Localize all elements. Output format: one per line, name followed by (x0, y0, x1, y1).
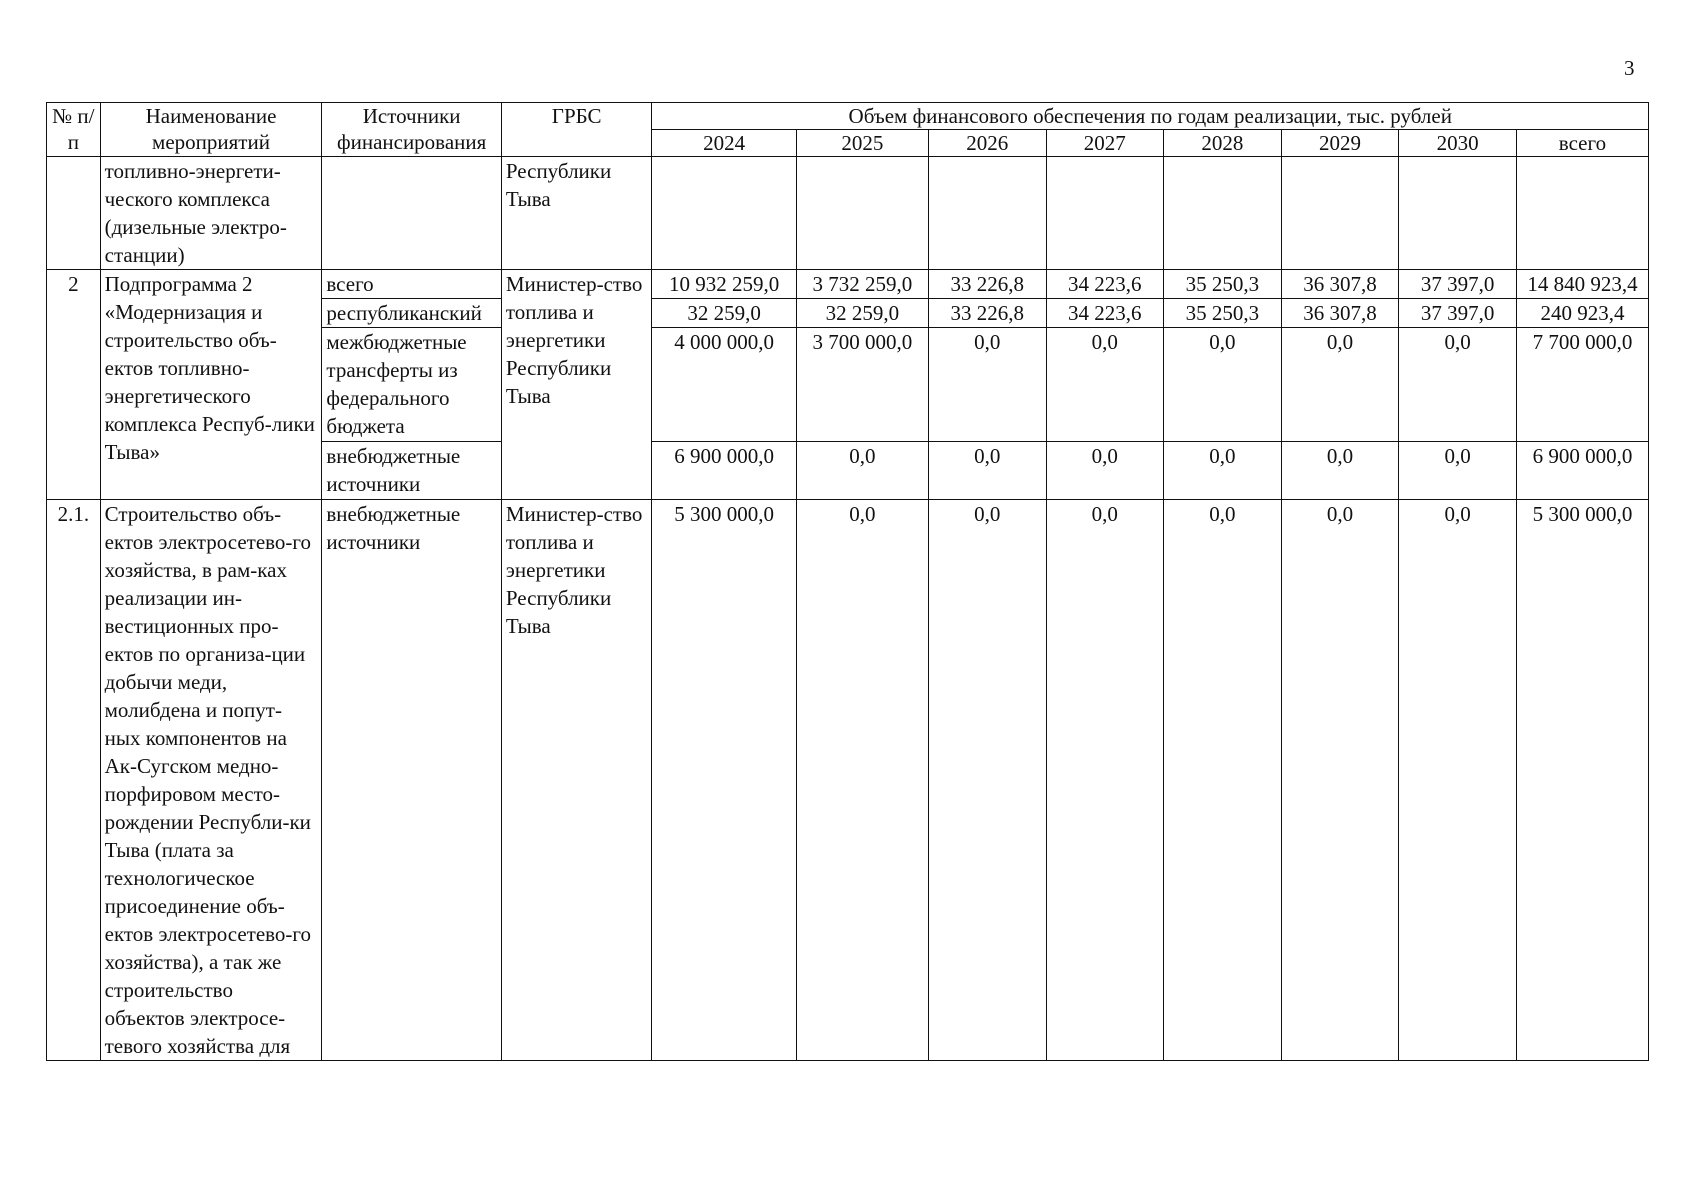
header-year: 2028 (1164, 130, 1282, 157)
source-cell: всего (322, 270, 501, 299)
name-cell: топливно-энергети-ческого комплекса (дизельные электро-станции) (100, 157, 322, 270)
value-cell: 0,0 (1281, 500, 1399, 1061)
value-cell: 34 223,6 (1046, 270, 1164, 299)
value-cell: 0,0 (928, 328, 1046, 442)
value-cell: 5 300 000,0 (652, 500, 796, 1061)
value-cell: 0,0 (928, 500, 1046, 1061)
header-year: 2030 (1399, 130, 1517, 157)
value-cell: 0,0 (1281, 328, 1399, 442)
value-cell (1281, 157, 1399, 270)
value-cell: 0,0 (796, 500, 928, 1061)
value-cell: 0,0 (928, 442, 1046, 500)
value-cell: 33 226,8 (928, 270, 1046, 299)
value-cell: 0,0 (1046, 500, 1164, 1061)
value-cell: 4 000 000,0 (652, 328, 796, 442)
value-cell: 36 307,8 (1281, 270, 1399, 299)
value-cell: 14 840 923,4 (1516, 270, 1648, 299)
name-cell: Строительство объ-ектов электросетево-го хозяйства, в рам-ках реализации ин-вестиционных про-ектов по организа-ции добычи меди, молибдена и попут-ных компонентов на Ак-Сугском медно-порфировом место-рождении Республи-ки Тыва (плата за технологическое присоединение объ-ектов электросетево-го хозяйства), а так же строительство объектов электросе-тевого хозяйства для (100, 500, 322, 1061)
value-cell: 0,0 (1399, 442, 1517, 500)
value-cell: 0,0 (1164, 328, 1282, 442)
value-cell: 6 900 000,0 (1516, 442, 1648, 500)
value-cell: 35 250,3 (1164, 270, 1282, 299)
header-num: № п/п (47, 103, 101, 157)
value-cell: 0,0 (1164, 442, 1282, 500)
value-cell: 37 397,0 (1399, 270, 1517, 299)
value-cell (796, 157, 928, 270)
value-cell: 3 700 000,0 (796, 328, 928, 442)
value-cell: 0,0 (1399, 328, 1517, 442)
header-year: 2024 (652, 130, 796, 157)
value-cell: 34 223,6 (1046, 299, 1164, 328)
value-cell: 5 300 000,0 (1516, 500, 1648, 1061)
name-cell: Подпрограмма 2 «Модернизация и строительство объ-ектов топливно-энергетического комплекса Респуб-лики Тыва» (100, 270, 322, 500)
value-cell: 0,0 (1046, 442, 1164, 500)
grbs-cell: Министер-ство топлива и энергетики Республики Тыва (501, 270, 652, 500)
num-cell: 2.1. (47, 500, 101, 1061)
source-cell (322, 157, 501, 270)
value-cell (1516, 157, 1648, 270)
value-cell (1046, 157, 1164, 270)
value-cell: 7 700 000,0 (1516, 328, 1648, 442)
value-cell: 37 397,0 (1399, 299, 1517, 328)
value-cell (1399, 157, 1517, 270)
value-cell: 0,0 (1046, 328, 1164, 442)
value-cell (1164, 157, 1282, 270)
header-grbs: ГРБС (501, 103, 652, 157)
header-year: 2027 (1046, 130, 1164, 157)
header-volume: Объем финансового обеспечения по годам реализации, тыс. рублей (652, 103, 1649, 130)
grbs-cell: Министер-ство топлива и энергетики Республики Тыва (501, 500, 652, 1061)
financing-table (46, 102, 1649, 1061)
value-cell (652, 157, 796, 270)
value-cell: 0,0 (796, 442, 928, 500)
page-number: 3 (1624, 56, 1635, 80)
source-cell: межбюджетные трансферты из федерального бюджета (322, 328, 501, 442)
value-cell: 32 259,0 (796, 299, 928, 328)
header-year: 2025 (796, 130, 928, 157)
grbs-cell: Республики Тыва (501, 157, 652, 270)
header-year: 2029 (1281, 130, 1399, 157)
value-cell: 36 307,8 (1281, 299, 1399, 328)
header-year: 2026 (928, 130, 1046, 157)
value-cell: 6 900 000,0 (652, 442, 796, 500)
source-cell: внебюджетные источники (322, 500, 501, 1061)
value-cell: 0,0 (1164, 500, 1282, 1061)
num-cell: 2 (47, 270, 101, 500)
header-total: всего (1516, 130, 1648, 157)
value-cell: 240 923,4 (1516, 299, 1648, 328)
header-name: Наименование мероприятий (100, 103, 322, 157)
value-cell: 33 226,8 (928, 299, 1046, 328)
value-cell: 35 250,3 (1164, 299, 1282, 328)
table-row (47, 157, 1649, 270)
num-cell (47, 157, 101, 270)
value-cell: 32 259,0 (652, 299, 796, 328)
value-cell: 3 732 259,0 (796, 270, 928, 299)
value-cell: 10 932 259,0 (652, 270, 796, 299)
source-cell: республиканский (322, 299, 501, 328)
value-cell (928, 157, 1046, 270)
table-row (47, 270, 1649, 299)
table-row (47, 500, 1649, 1061)
value-cell: 0,0 (1399, 500, 1517, 1061)
source-cell: внебюджетные источники (322, 442, 501, 500)
value-cell: 0,0 (1281, 442, 1399, 500)
header-source: Источники финансирования (322, 103, 501, 157)
